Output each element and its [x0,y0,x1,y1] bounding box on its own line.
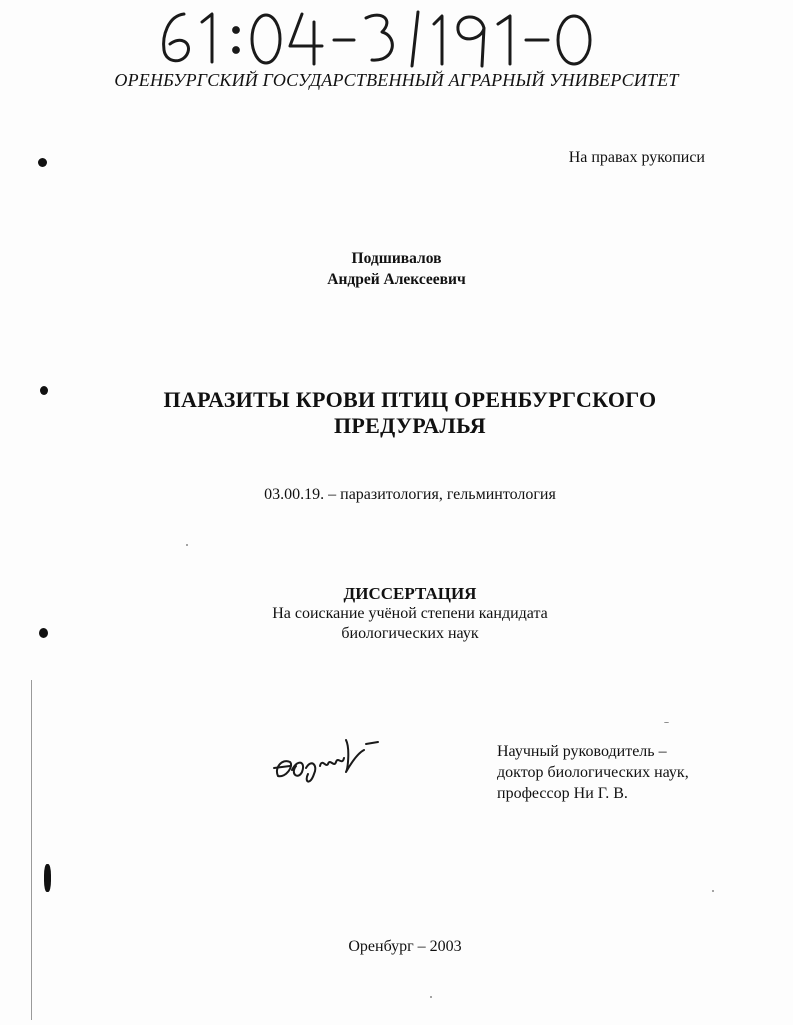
author-name-patronymic: Андрей Алексеевич [327,271,466,288]
dissertation-title-line-1: ПАРАЗИТЫ КРОВИ ПТИЦ ОРЕНБУРГСКОГО [163,387,657,412]
city-year: Оренбург – 2003 [348,938,462,955]
scan-speck [712,890,714,892]
dissertation-title-line-2: ПРЕДУРАЛЬЯ [334,413,486,438]
punch-hole-upper [40,386,48,395]
author-surname: Подшивалов [351,250,442,267]
scan-speck [430,996,432,998]
supervisor-degree: доктор биологических наук, [497,764,689,781]
punch-hole-lower [44,864,51,892]
supervisor-label: Научный руководитель – [497,743,667,760]
degree-line-1: На соискание учёной степени кандидата [272,605,548,622]
specialty-code: 03.00.19. – паразитология, гельминтология [264,486,556,503]
manuscript-rights: На правах рукописи [568,149,705,166]
supervisor-name: профессор Ни Г. В. [497,785,628,802]
document-type: ДИССЕРТАЦИЯ [343,584,477,603]
handwritten-signature [268,728,388,790]
handwritten-catalog-number [150,6,620,70]
scan-speck [186,544,188,546]
degree-line-2: биологических наук [341,625,479,642]
punch-hole-top [38,158,47,167]
university-name: ОРЕНБУРГСКИЙ ГОСУДАРСТВЕННЫЙ АГРАРНЫЙ УНИВЕРСИТЕТ [114,70,679,90]
punch-hole-middle [39,628,48,638]
scan-margin-line [31,680,32,1020]
scan-speck [664,722,669,723]
